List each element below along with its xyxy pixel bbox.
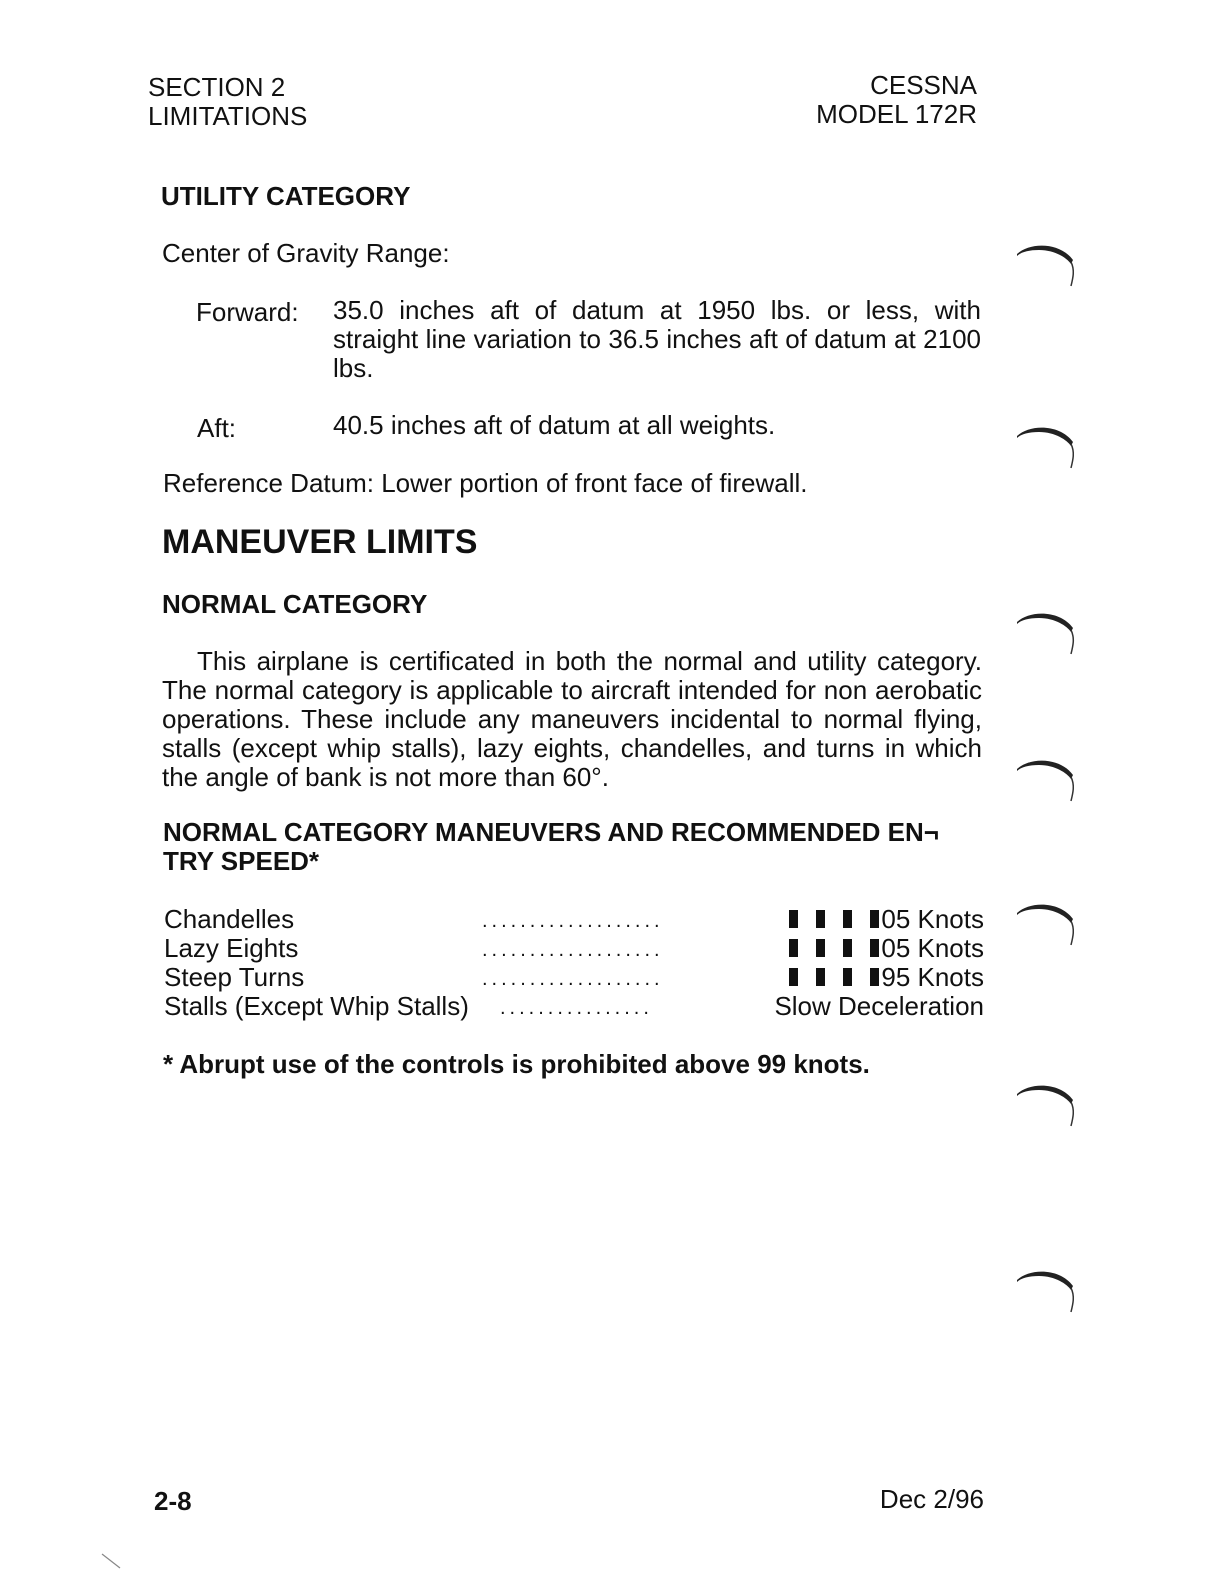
table-heading-line1: NORMAL CATEGORY MANEUVERS AND RECOMMENDED EN¬ [163, 817, 939, 847]
maneuver-speed [789, 934, 984, 963]
maneuver-name: Steep Turns [164, 962, 305, 992]
maneuver-limits-heading: MANEUVER LIMITS [162, 523, 478, 561]
cg-range-label: Center of Gravity Range: [162, 238, 450, 268]
maneuver-name: Stalls (Except Whip Stalls) [164, 991, 469, 1021]
speed-value: 95 Knots [881, 962, 984, 992]
reference-datum: Reference Datum: Lower portion of front face of firewall. [163, 468, 808, 498]
leader-dots: ................... [482, 968, 664, 990]
maneuver-speed [789, 963, 984, 992]
section-header [148, 73, 307, 131]
redaction-mark [843, 939, 852, 957]
leader-dots: ................ [500, 997, 653, 1019]
table-row [164, 963, 984, 992]
aft-label: Aft: [197, 413, 237, 443]
speed-value: 05 Knots [881, 933, 984, 963]
binder-ring-mark [1015, 420, 1075, 470]
section-number: SECTION 2 [148, 72, 286, 102]
forward-text: 35.0 inches aft of datum at 1950 lbs. or less, with straight line variation to 36.5 inches aft of datum at 2100 lbs. [333, 295, 981, 383]
redaction-mark [870, 939, 879, 957]
redaction-mark [843, 968, 852, 986]
leader-dots: ................... [482, 910, 664, 932]
table-row [164, 905, 984, 934]
redaction-mark [816, 910, 825, 928]
redaction-mark [789, 968, 798, 986]
utility-category-heading: UTILITY CATEGORY [161, 181, 411, 211]
redaction-mark [816, 939, 825, 957]
redaction-mark [843, 910, 852, 928]
manufacturer-name: CESSNA [870, 70, 977, 100]
table-heading-line2: TRY SPEED* [163, 846, 320, 876]
binder-ring-mark [1015, 753, 1075, 803]
scan-artifact [100, 1552, 124, 1572]
binder-ring-mark [1015, 606, 1075, 656]
redaction-mark [870, 910, 879, 928]
redaction-mark [789, 939, 798, 957]
normal-category-paragraph: This airplane is certificated in both the normal and utility category. The normal category is applicable to aircraft intended for non aerobatic operations. These include any maneuvers incidental to normal flying, stalls (except whip stalls), lazy eights, chandelles, and turns in which the angle of bank is not more than 60°. [162, 646, 982, 792]
maneuver-name: Chandelles [164, 904, 295, 934]
speed-value: 05 Knots [881, 904, 984, 934]
controls-warning-note: * Abrupt use of the controls is prohibited above 99 knots. [163, 1049, 870, 1079]
redaction-mark [870, 968, 879, 986]
aft-text: 40.5 inches aft of datum at all weights. [333, 410, 776, 440]
maneuver-speed: Slow Deceleration [774, 991, 984, 1021]
section-title: LIMITATIONS [148, 101, 308, 131]
model-header [816, 71, 977, 129]
binder-ring-mark [1015, 1078, 1075, 1128]
binder-ring-mark [1015, 238, 1075, 288]
table-row [164, 934, 984, 963]
normal-category-heading: NORMAL CATEGORY [162, 589, 428, 619]
page-number: 2-8 [154, 1486, 192, 1516]
table-row [164, 992, 984, 1021]
maneuver-speed [789, 905, 984, 934]
maneuver-name: Lazy Eights [164, 933, 299, 963]
redaction-mark [816, 968, 825, 986]
leader-dots: ................... [482, 939, 664, 961]
redaction-mark [789, 910, 798, 928]
maneuvers-table-heading [163, 818, 939, 876]
revision-date: Dec 2/96 [879, 1484, 984, 1514]
binder-ring-mark [1015, 897, 1075, 947]
binder-ring-mark [1015, 1264, 1075, 1314]
forward-label: Forward: [196, 297, 299, 327]
model-name: MODEL 172R [816, 99, 977, 129]
